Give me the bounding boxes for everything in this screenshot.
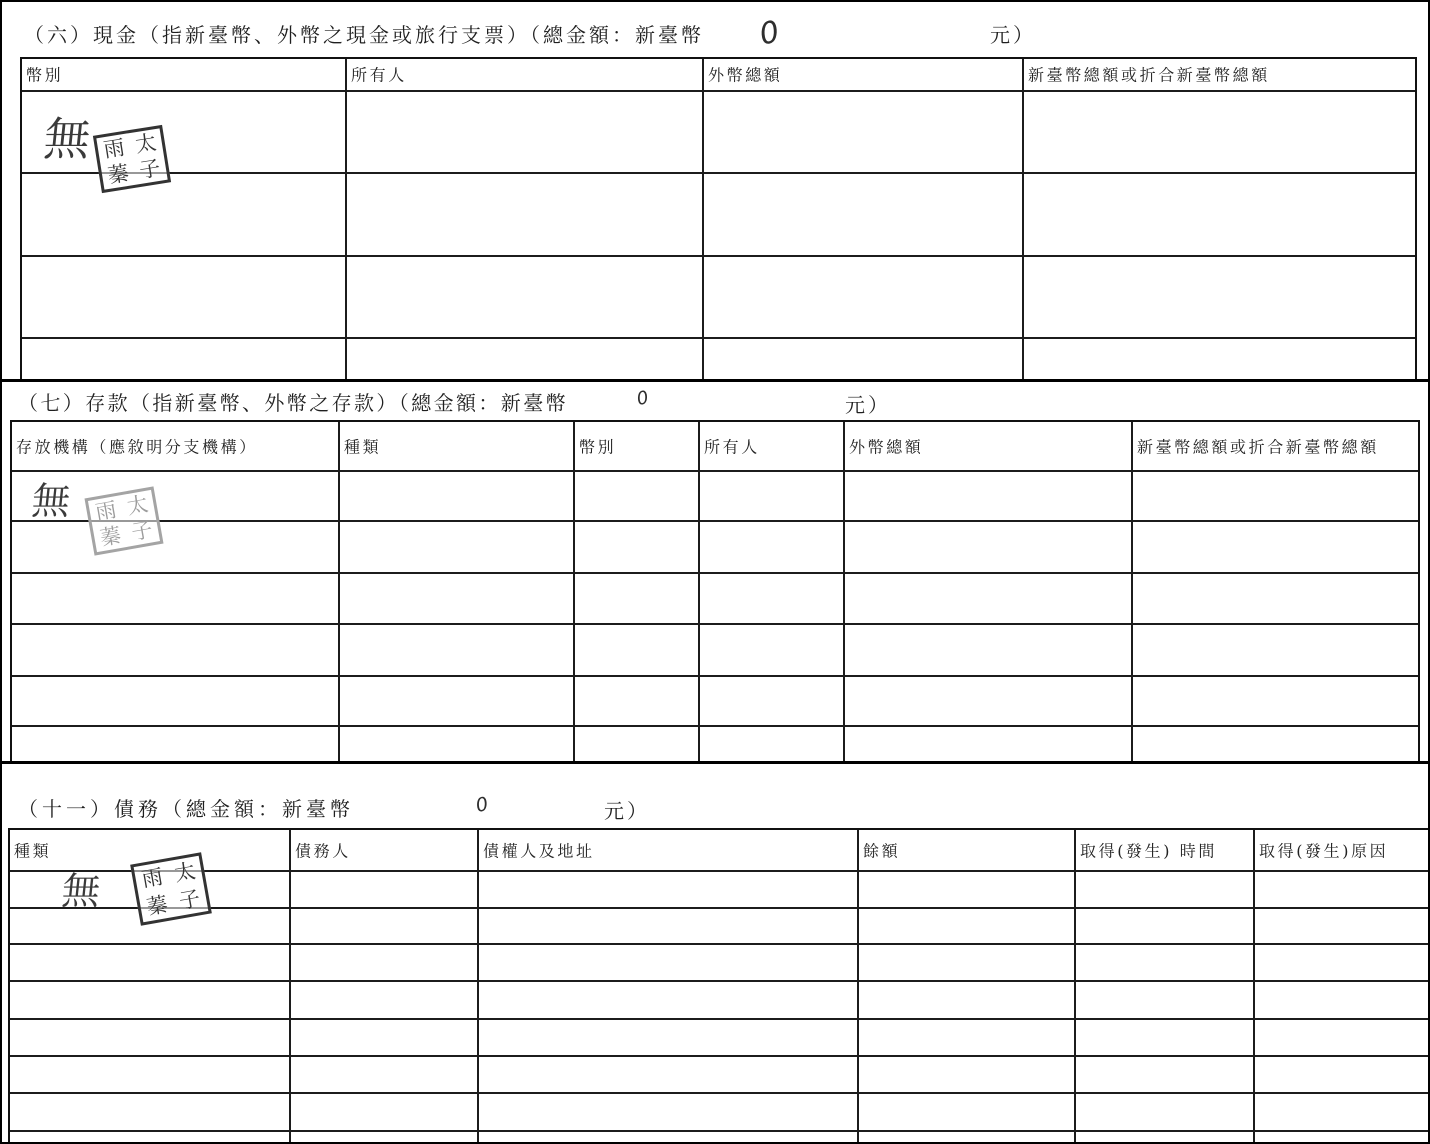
cash-section <box>0 0 1430 380</box>
section-title: （六）現金（指新臺幣、外幣之現金或旅行支票）（總金額：新臺幣 <box>24 23 704 47</box>
table-cell <box>843 520 1133 574</box>
table-cell <box>573 572 700 625</box>
table-cell <box>345 255 704 339</box>
table-cell <box>289 1092 479 1132</box>
table-cell <box>1131 470 1420 522</box>
table-cell <box>573 675 700 727</box>
table-cell <box>289 870 479 909</box>
table-cell <box>477 943 859 982</box>
column-header <box>843 420 1133 472</box>
table-cell <box>1253 1130 1430 1144</box>
column-header-label: 取得(發生) 時間 <box>1080 841 1217 861</box>
column-header <box>1253 828 1430 872</box>
table-cell <box>477 907 859 945</box>
table-cell <box>1253 980 1430 1020</box>
table-cell <box>477 980 859 1020</box>
table-cell <box>1131 572 1420 625</box>
table-cell <box>1074 943 1255 982</box>
table-cell <box>10 572 340 625</box>
table-cell <box>698 520 845 574</box>
table-cell <box>20 337 347 380</box>
table-cell <box>1131 725 1420 762</box>
handwritten-none-entry: 無 <box>41 112 93 166</box>
column-header-label: 種類 <box>14 841 52 861</box>
table-cell <box>698 725 845 762</box>
handwritten-none-entry: 無 <box>29 479 73 523</box>
column-header-label: 債權人及地址 <box>483 841 595 861</box>
deposits-section <box>0 380 1430 762</box>
column-header <box>702 57 1024 92</box>
table-cell <box>1253 870 1430 909</box>
table-cell <box>1253 1055 1430 1094</box>
currency-unit: 元） <box>990 23 1036 47</box>
table-cell <box>8 1055 291 1094</box>
table-cell <box>477 870 859 909</box>
table-cell <box>573 470 700 522</box>
table-cell <box>857 943 1076 982</box>
table-cell <box>843 623 1133 677</box>
table-cell <box>289 907 479 945</box>
table-cell <box>338 623 575 677</box>
table-cell <box>698 572 845 625</box>
debts-section <box>0 762 1430 1144</box>
table-cell <box>10 725 340 762</box>
column-header-label: 新臺幣總額或折合新臺幣總額 <box>1137 437 1379 457</box>
table-cell <box>8 943 291 982</box>
table-cell <box>1253 1018 1430 1057</box>
column-header-label: 新臺幣總額或折合新臺幣總額 <box>1028 65 1270 85</box>
table-cell <box>843 675 1133 727</box>
table-cell <box>843 572 1133 625</box>
seal-stamp <box>93 125 171 193</box>
table-cell <box>702 90 1024 174</box>
column-header-label: 種類 <box>344 437 382 457</box>
table-cell <box>702 172 1024 257</box>
handwritten-total-amount: 0 <box>634 387 651 410</box>
seal-char: 蓁 <box>144 891 170 919</box>
table-cell <box>1022 337 1417 380</box>
table-cell <box>477 1055 859 1094</box>
table-cell <box>10 675 340 727</box>
section-divider <box>0 379 1430 382</box>
seal-char: 蓁 <box>105 160 131 188</box>
table-cell <box>573 725 700 762</box>
seal-char: 子 <box>129 516 155 545</box>
table-cell <box>289 1055 479 1094</box>
table-cell <box>1074 907 1255 945</box>
table-cell <box>8 980 291 1020</box>
column-header <box>20 57 347 92</box>
table-cell <box>857 1130 1076 1144</box>
table-cell <box>8 1092 291 1132</box>
table-cell <box>857 1018 1076 1057</box>
table-cell <box>1253 907 1430 945</box>
table-cell <box>20 172 347 257</box>
seal-stamp <box>130 852 212 926</box>
seal-char: 太 <box>172 858 198 886</box>
table-cell <box>345 90 704 174</box>
table-cell <box>843 470 1133 522</box>
seal-char: 子 <box>137 155 163 183</box>
table-cell <box>477 1092 859 1132</box>
table-cell <box>698 470 845 522</box>
table-cell <box>1131 675 1420 727</box>
table-cell <box>289 1018 479 1057</box>
table-cell <box>1074 870 1255 909</box>
column-header <box>573 420 700 472</box>
table-cell <box>857 1055 1076 1094</box>
table-cell <box>289 943 479 982</box>
table-cell <box>1074 1018 1255 1057</box>
table-cell <box>10 516 340 574</box>
table-cell <box>857 870 1076 909</box>
table-cell <box>1253 1092 1430 1132</box>
table-cell <box>477 1018 859 1057</box>
table-cell <box>857 980 1076 1020</box>
table-cell <box>698 623 845 677</box>
handwritten-total-amount: 0 <box>473 792 491 818</box>
column-header-label: 所有人 <box>704 437 760 457</box>
table-cell <box>1022 255 1417 339</box>
table-cell <box>573 623 700 677</box>
table-cell <box>338 470 575 522</box>
currency-unit: 元） <box>845 393 891 417</box>
seal-char: 雨 <box>93 496 119 525</box>
column-header-label: 餘額 <box>863 841 901 861</box>
table-cell <box>8 1018 291 1057</box>
seal-char: 雨 <box>139 863 165 892</box>
table-cell <box>857 1092 1076 1132</box>
table-cell <box>1074 1055 1255 1094</box>
table-cell <box>338 675 575 727</box>
handwritten-none-entry: 無 <box>59 869 103 913</box>
table-cell <box>338 520 575 574</box>
table-cell <box>1074 980 1255 1020</box>
column-header <box>289 828 479 872</box>
column-header-label: 取得(發生)原因 <box>1259 841 1389 861</box>
table-cell <box>573 520 700 574</box>
seal-char: 子 <box>177 885 203 914</box>
currency-unit: 元） <box>604 799 650 823</box>
column-header <box>338 420 575 472</box>
table-cell <box>1074 1092 1255 1132</box>
table-cell <box>338 725 575 762</box>
column-header <box>1131 420 1420 472</box>
table-cell <box>338 572 575 625</box>
column-header <box>1022 57 1417 92</box>
table-cell <box>345 172 704 257</box>
section-title: （十一）債務（總金額：新臺幣 <box>18 797 354 821</box>
table-cell <box>843 725 1133 762</box>
table-cell <box>10 623 340 677</box>
table-cell <box>8 1130 291 1144</box>
table-cell <box>1074 1130 1255 1144</box>
seal-stamp <box>84 486 163 555</box>
handwritten-total-amount: 0 <box>756 14 783 53</box>
table-cell <box>20 255 347 339</box>
seal-char: 雨 <box>101 134 127 162</box>
table-cell <box>698 675 845 727</box>
table-cell <box>1131 623 1420 677</box>
column-header-label: 存放機構（應敘明分支機構） <box>16 437 258 457</box>
column-header <box>345 57 704 92</box>
seal-char: 太 <box>133 129 158 157</box>
table-cell <box>1253 943 1430 982</box>
table-cell <box>702 337 1024 380</box>
section-title: （七）存款（指新臺幣、外幣之存款）（總金額：新臺幣 <box>18 391 568 415</box>
table-cell <box>702 255 1024 339</box>
seal-char: 太 <box>124 491 150 519</box>
table-cell <box>289 1130 479 1144</box>
table-cell <box>477 1130 859 1144</box>
column-header-label: 所有人 <box>351 65 407 85</box>
column-header <box>857 828 1076 872</box>
column-header-label: 債務人 <box>295 841 351 861</box>
column-header <box>698 420 845 472</box>
seal-char: 蓁 <box>97 522 123 550</box>
column-header <box>1074 828 1255 872</box>
column-header-label: 外幣總額 <box>849 437 924 457</box>
column-header-label: 幣別 <box>26 65 64 85</box>
section-divider <box>0 761 1430 764</box>
table-cell <box>345 337 704 380</box>
table-cell <box>857 907 1076 945</box>
table-cell <box>1022 172 1417 257</box>
column-header <box>477 828 859 872</box>
column-header <box>10 420 340 472</box>
column-header-label: 幣別 <box>579 437 617 457</box>
column-header-label: 外幣總額 <box>708 65 783 85</box>
table-cell <box>1022 90 1417 174</box>
table-cell <box>289 980 479 1020</box>
table-cell <box>1131 520 1420 574</box>
